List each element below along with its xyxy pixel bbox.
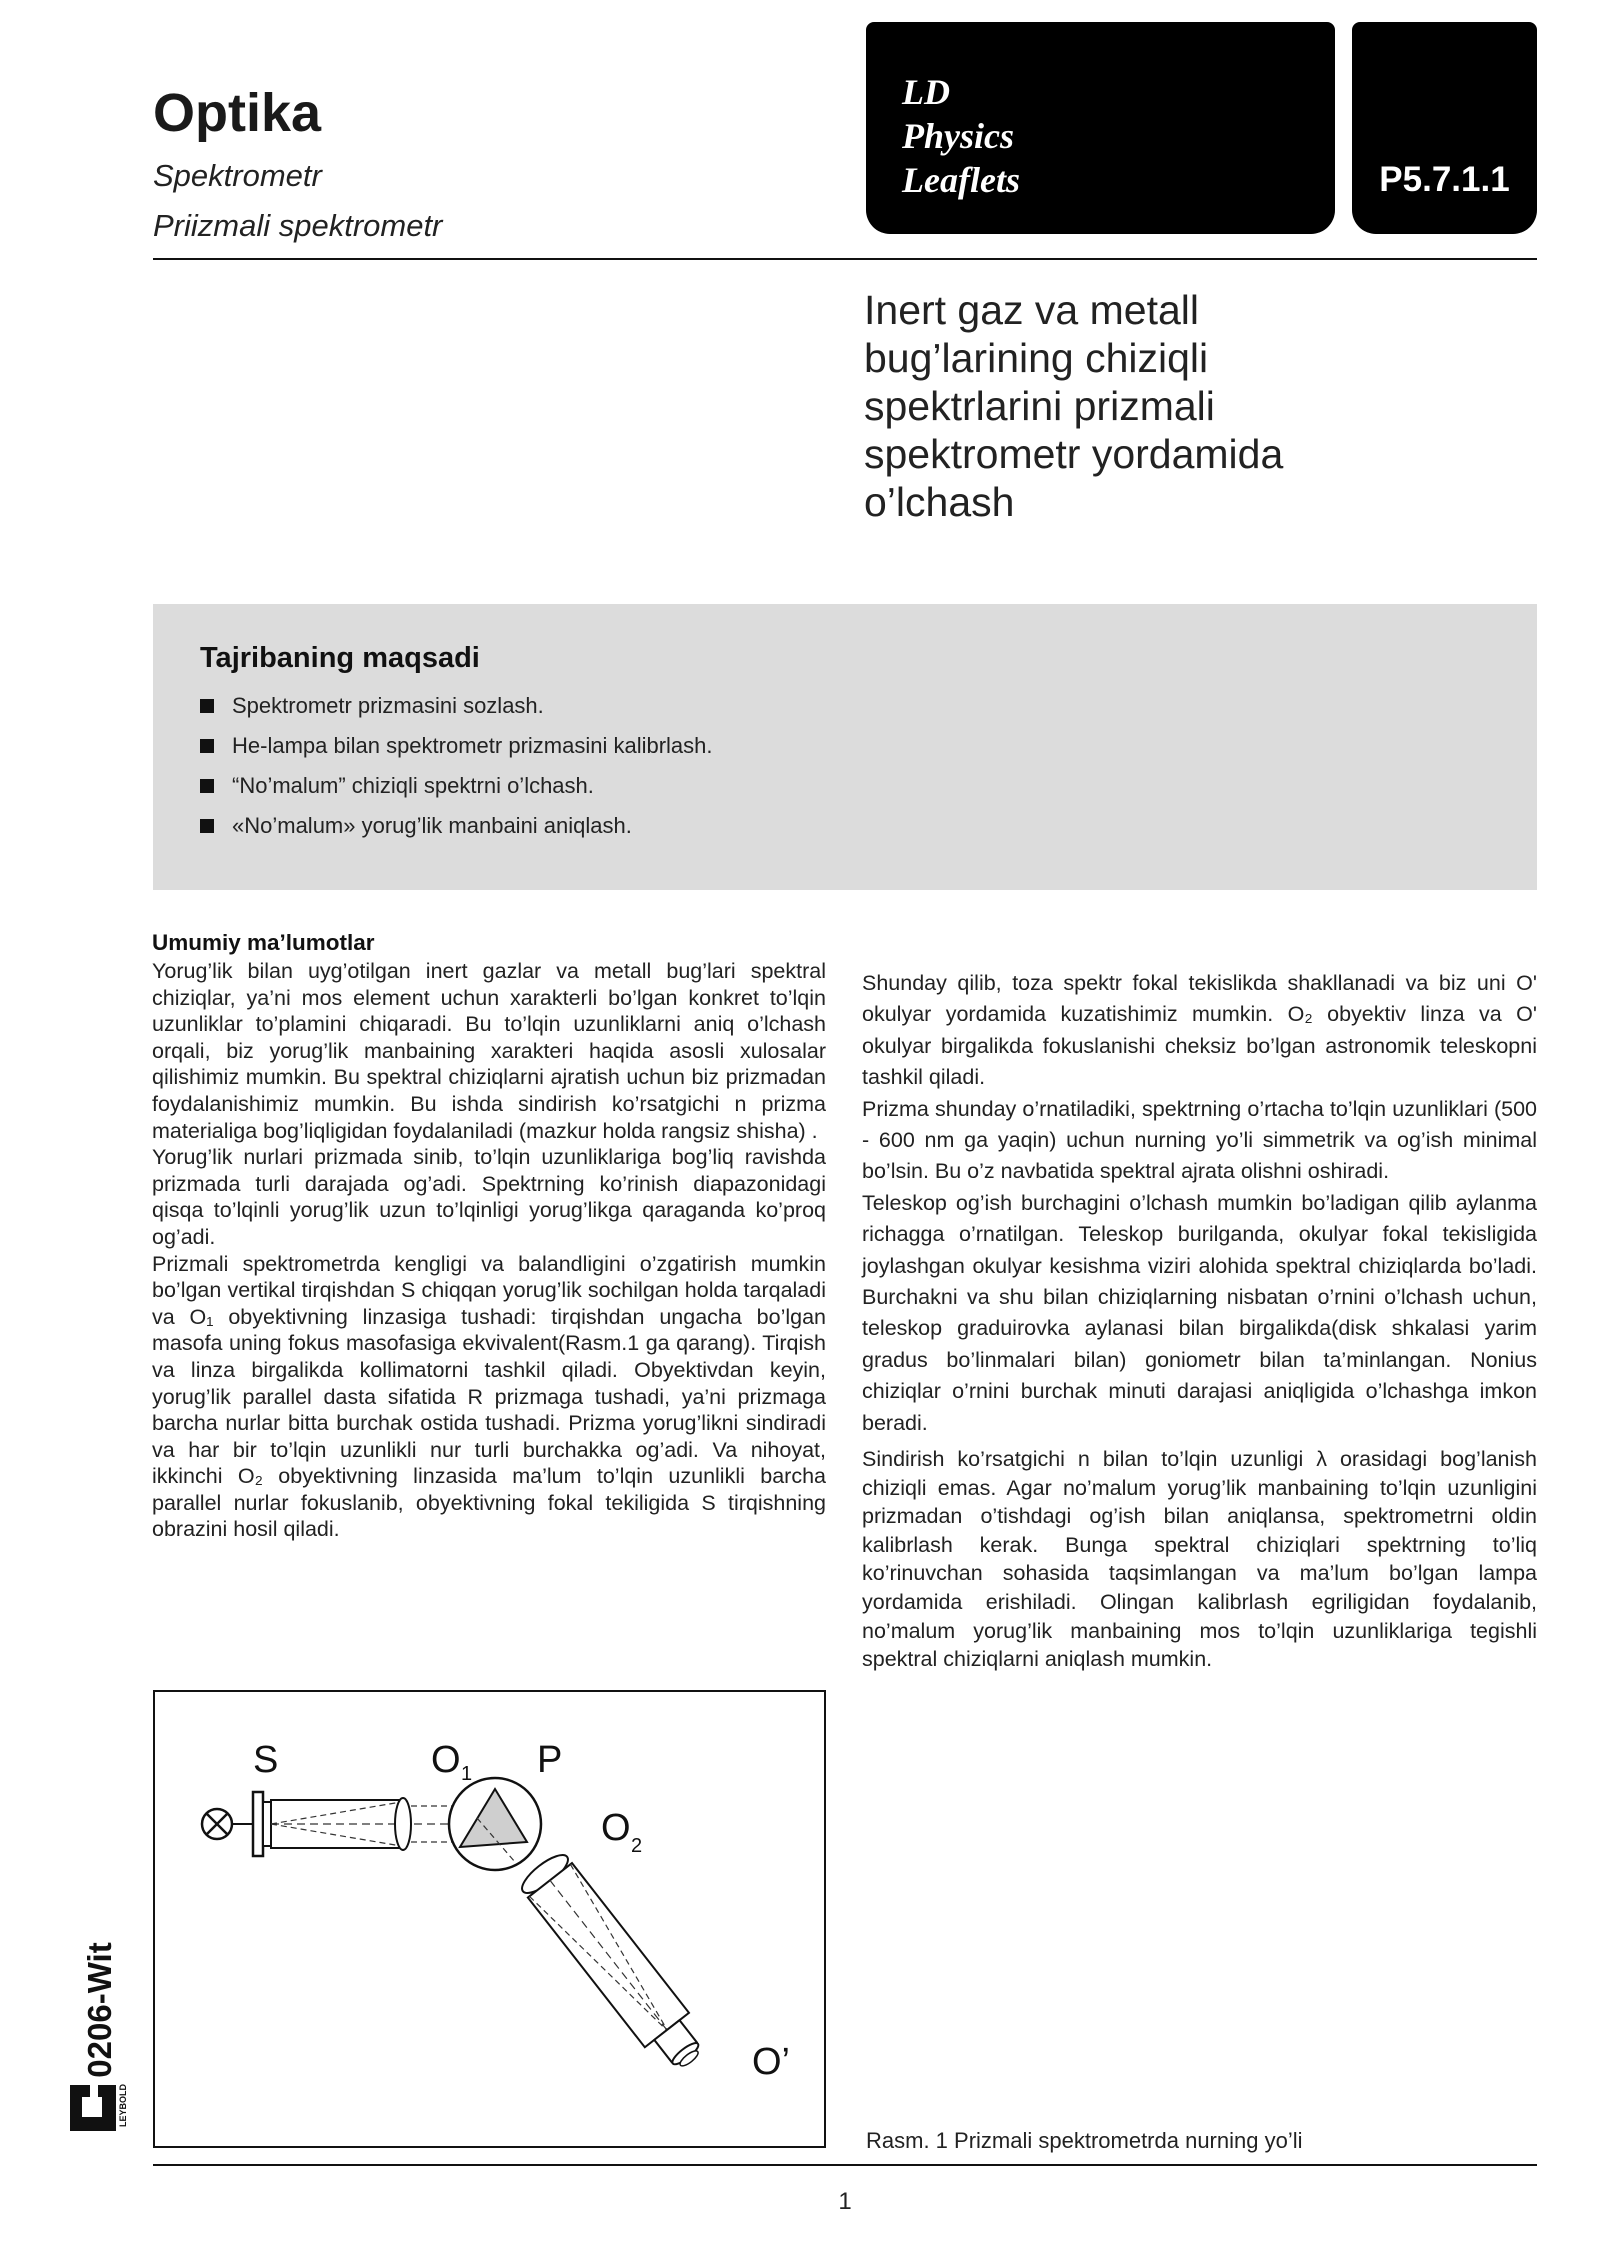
leaflet-code: P5.7.1.1 [1379, 160, 1510, 199]
series-line-2: Physics [902, 116, 1014, 156]
svg-text:LEYBOLD: LEYBOLD [118, 2083, 128, 2127]
paragraph: Yorug’lik nurlari prizmada sinib, to’lqin uzunliklariga bog’liq ravishda prizmada turli darajada og’adi. Spektrning ko’rinish diapazonidagi qisqa to’lqinli yorug’lik uzun to’lqinligi yorug’likga qaraganda ko’proq og’adi. [152, 1145, 826, 1249]
bullet-square-icon [200, 699, 214, 713]
figure-frame [153, 1690, 826, 2148]
label-o1: O [431, 1739, 461, 1781]
bullet-square-icon [200, 779, 214, 793]
code-badge [1352, 22, 1537, 234]
left-column-text [152, 958, 826, 1543]
leybold-logo-icon [68, 2075, 132, 2139]
lens-o1-shape [395, 1798, 411, 1850]
series-line-3: Leaflets [902, 160, 1020, 200]
label-s: S [253, 1739, 279, 1781]
header-divider [153, 258, 1537, 260]
paragraph: Shunday qilib, toza spektr fokal tekislikda shakllanadi va biz uni O' okulyar yordamida kuzatishimiz mumkin. O₂ obyektiv linza va O' okulyar birgalikda fokuslanishi cheksiz bo’lgan astronomik teleskopni tashkil qiladi. [862, 971, 1537, 1090]
page-subtitle-2: Priizmali spektrometr [153, 208, 443, 243]
paragraph: Yorug’lik bilan uyg’otilgan inert gazlar va metall bug’lari spektral chiziqlar, ya’ni mos element uchun xarakterli bo’lgan konkret to’lqin uzunliklar to’plamini chiqaradi. Bu to’lqin uzunliklarni aniq o’lchash orqali, biz yorug’lik manbaining xarakteri haqida asosli xulosalar qilishimiz mumkin. Bu spektral chiziqlarni ajratish uchun biz prizmadan foydalanishimiz mumkin. Bu ishda sindirish ko’rsatgichi n prizma materialiga bog’liqligidan foydalaniladi (mazkur holda rangsiz shisha) . [152, 959, 826, 1143]
objective-item: Spektrometr prizmasini sozlash. [200, 686, 713, 726]
label-eyepiece: O’ [752, 2041, 790, 2083]
document-code: 0206-Wit [81, 1942, 118, 2078]
footer-divider [153, 2164, 1537, 2166]
objective-item: He-lampa bilan spektrometr prizmasini kalibrlash. [200, 726, 713, 766]
label-o2-sub: 2 [631, 1835, 643, 1857]
experiment-title: Inert gaz va metall bug’larining chiziqli spektrlarini prizmali spektrometr yordamida o’lchash [864, 287, 1284, 525]
paragraph: Sindirish ko’rsatgichi n bilan to’lqin uzunligi λ orasidagi bog’lanish chiziqli emas. Agar no’malum yorug’lik manbaining to’lqin uzunligini prizmadan o’tishdagi og’ish bilan aniqlansa, spektrometrni oldin kalibrlash kerak. Bunga spektral chiziqlari spektrning to’liq ko’rinuvchan sohasida taqsimlangan va ma’lum bo’lgan lampa yordamida erishiladi. Olingan kalibrlash egriligidan foydalanib, no’malum yorug’lik manbaining mos to’lqin uzunliklariga tegishli spektral chiziqlarni aniqlash mumkin. [862, 1447, 1537, 1672]
objectives-heading: Tajribaning maqsadi [200, 642, 480, 674]
page-number: 1 [838, 2188, 852, 2215]
label-o1-sub: 1 [461, 1763, 473, 1785]
page-subtitle-1: Spektrometr [153, 158, 322, 193]
objective-item: «No’malum» yorug’lik manbaini aniqlash. [200, 806, 713, 846]
series-line-1: LD [902, 72, 950, 112]
paragraph: Prizma shunday o’rnatiladiki, spektrning o’rtacha to’lqin uzunliklari (500 - 600 nm ga yaqin) uchun nurning yo’li simmetrik va og’ish minimal bo’lsin. Bu o’z navbatida spektral ajrata olishni oshiradi. [862, 1096, 1537, 1184]
series-name [902, 70, 1020, 202]
slit-shape [253, 1792, 263, 1856]
label-o2: O [601, 1807, 631, 1849]
objectives-list [200, 686, 713, 846]
spectrometer-diagram [155, 1692, 824, 2146]
label-p: P [537, 1739, 563, 1781]
paragraph: Prizmali spektrometrda kengligi va balandligini o’zgatirish mumkin bo’lgan vertikal tirqishdan S chiqqan yorug’lik sochilgan holda tarqaladi va O₁ obyektivning linzasiga tushadi: tirqishdan ungacha bo’lgan masofa uning fokus masofasiga ekvivalent(Rasm.1 ga qarang). Tirqish va linza birgalikda kollimatorni tashkil qiladi. Obyektivdan keyin, yorug’lik parallel dasta sifatida R prizmaga tushadi, ya’ni prizmaga barcha nurlar bitta burchak ostida tushadi. Prizma yorug’likni sindiradi va har bir to’lqin uzunlikli nur turli burchakka og’adi. Va nihoyat, ikkinchi O₂ obyektivning linzasida ma’lum to’lqin uzunlikli barcha parallel nurlar fokuslanib, obyektivning fokal tekiligida S tirqishning obrazini hosil qiladi. [152, 1251, 826, 1542]
bullet-square-icon [200, 819, 214, 833]
section-heading: Umumiy ma’lumotlar [152, 930, 375, 955]
paragraph: Teleskop og’ish burchagini o’lchash mumkin bo’ladigan qilib aylanma richagga o’rnatilgan. Teleskop burilganda, okulyar fokal tekisligida joylashgan okulyar kesishma viziri alohida spektral chiziqlarda bo’ladi. Burchakni va shu bilan chiziqlarning nisbatan o’rnini o’lchash uchun, teleskop graduirovka aylanasi bilan birgalikda(disk shkalasi yarim gradus bo’linmalari bilan) goniometr bilan ta’minlangan. Nonius chiziqlar o’rnini burchak minuti darajasi aniqligida o’lchashga imkon beradi. [862, 1190, 1537, 1435]
objective-item: “No’malum” chiziqli spektrni o’lchash. [200, 766, 713, 806]
figure-caption: Rasm. 1 Prizmali spektrometrda nurning yo’li [866, 2128, 1303, 2153]
page-title: Optika [153, 83, 322, 143]
bullet-square-icon [200, 739, 214, 753]
right-column-text [862, 968, 1537, 1674]
